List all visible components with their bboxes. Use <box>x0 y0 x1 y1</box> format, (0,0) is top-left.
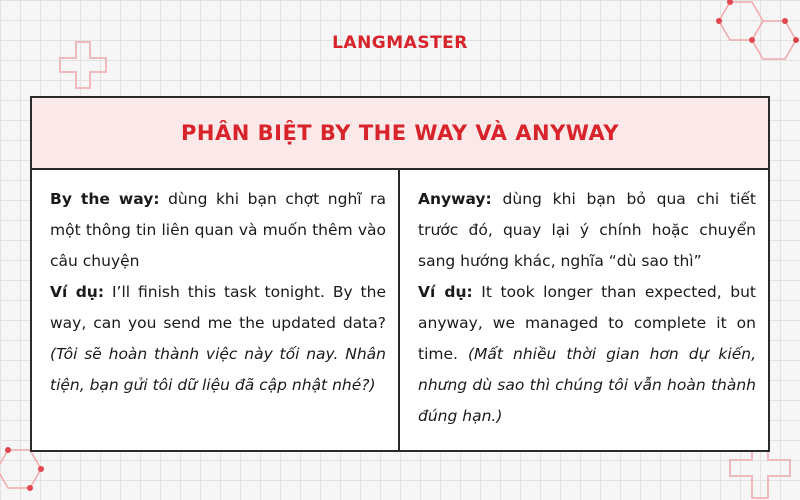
definition-text: dùng khi bạn bỏ qua chi tiết trước đó, quay lại ý chính hoặc chuyển sang hướng khác, nghĩa “dù sao thì” <box>418 190 756 270</box>
table-header <box>32 98 768 170</box>
translation-text: (Tôi sẽ hoàn thành việc này tối nay. Nhân tiện, bạn gửi tôi dữ liệu đã cập nhật nhé?) <box>50 345 386 394</box>
page-title: PHÂN BIỆT BY THE WAY VÀ ANYWAY <box>181 121 619 145</box>
term-label: By the way: <box>50 190 160 208</box>
example-label: Ví dụ: <box>50 283 105 301</box>
table-body <box>32 170 768 452</box>
by-the-way-column <box>32 170 400 452</box>
term-label: Anyway: <box>418 190 492 208</box>
definition-paragraph <box>50 184 386 277</box>
translation-text: (Mất nhiều thời gian hơn dự kiến, nhưng dù sao thì chúng tôi vẫn hoàn thành đúng hạn.) <box>418 345 756 425</box>
anyway-column <box>400 170 768 452</box>
definition-text: dùng khi bạn chợt nghĩ ra một thông tin liên quan và muốn thêm vào câu chuyện <box>50 190 386 270</box>
example-text: It took longer than expected, but anyway, we managed to complete it on time. <box>418 283 756 363</box>
brand-logo: LANGMASTER <box>332 33 468 53</box>
example-text: I’ll finish this task tonight. By the way, can you send me the updated data? <box>50 283 386 332</box>
example-paragraph <box>50 277 386 401</box>
definition-paragraph <box>418 184 756 277</box>
example-label: Ví dụ: <box>418 283 473 301</box>
comparison-table <box>30 96 770 452</box>
example-paragraph <box>418 277 756 432</box>
